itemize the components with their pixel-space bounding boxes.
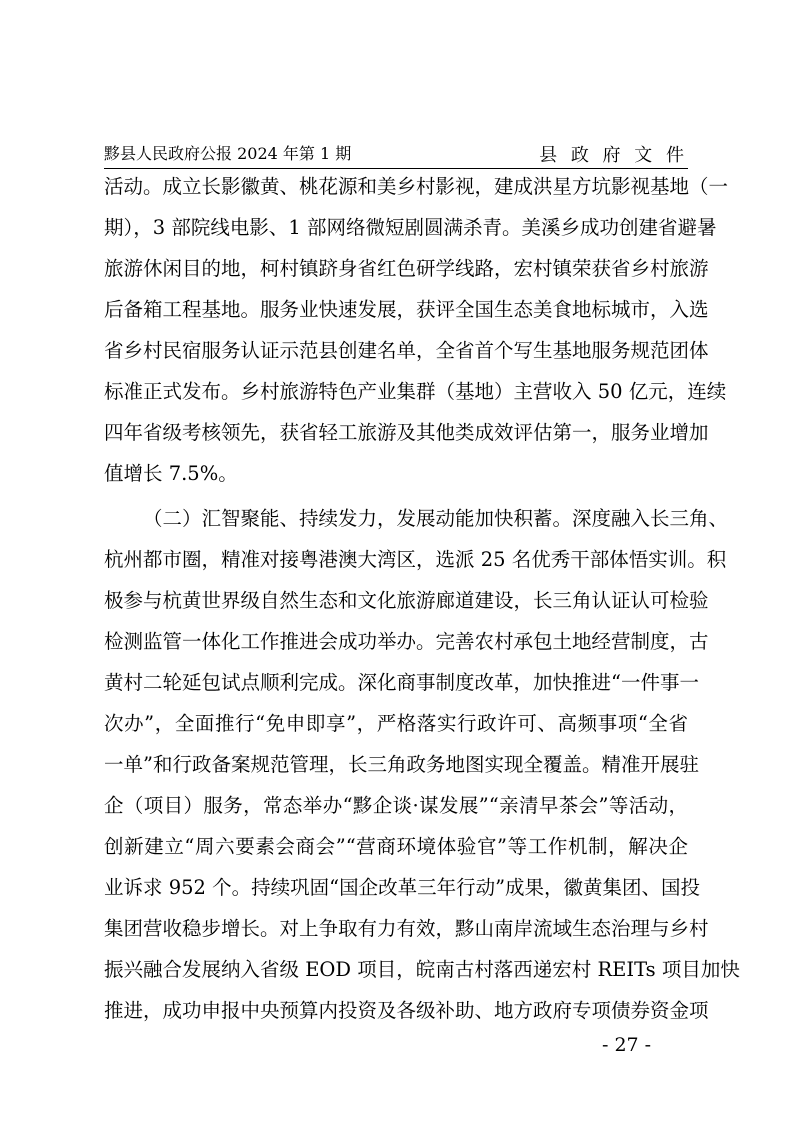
paragraph-line: 活动。成立长影徽黄、桃花源和美乡村影视，建成洪星方坑影视基地（一 [104, 175, 729, 198]
paragraph-line: 次办”，全面推行“免申即享”，严格落实行政许可、高频事项“全省 [104, 712, 688, 735]
paragraph-line: 后备箱工程基地。服务业快速发展，获评全国生态美食地标城市，入选 [104, 298, 709, 321]
paragraph-line: 旅游休闲目的地，柯村镇跻身省红色研学线路，宏村镇荣获省乡村旅游 [104, 257, 709, 280]
paragraph-line: 期），3 部院线电影、1 部网络微短剧圆满杀青。美溪乡成功创建省避暑 [104, 216, 717, 239]
page-header [104, 141, 688, 167]
paragraph-line: 值增长 7.5%。 [104, 462, 238, 485]
header-divider [104, 168, 688, 169]
section-heading-line: （二）汇智聚能、持续发力，发展动能加快积蓄。深度融入长三角、 [143, 507, 729, 530]
paragraph-line: 振兴融合发展纳入省级 EOD 项目，皖南古村落西递宏村 REITs 项目加快 [104, 958, 740, 981]
gazette-title: 黟县人民政府公报 2024 年第 1 期 [104, 144, 352, 163]
paragraph-line: 黄村二轮延包试点顺利完成。深化商事制度改革，加快推进“一件事一 [104, 671, 699, 694]
paragraph-line: 极参与杭黄世界级自然生态和文化旅游廊道建设，长三角认证认可检验 [104, 589, 709, 612]
paragraph-line: 标准正式发布。乡村旅游特色产业集群（基地）主营收入 50 亿元，连续 [104, 380, 727, 403]
section-label: 县 政 府 文 件 [539, 145, 688, 166]
paragraph-line: 四年省级考核领先，获省轻工旅游及其他类成效评估第一，服务业增加 [104, 421, 709, 444]
paragraph-line: 创新建立“周六要素会商会”“营商环境体验官”等工作机制，解决企 [104, 835, 688, 858]
page-number: - 27 - [602, 1034, 652, 1056]
paragraph-line: 一单”和行政备案规范管理，长三角政务地图实现全覆盖。精准开展驻 [104, 753, 699, 776]
paragraph-line: 企（项目）服务，常态举办“黟企谈·谋发展”“亲清早茶会”等活动， [104, 794, 688, 817]
paragraph-line: 推进，成功申报中央预算内投资及各级补助、地方政府专项债券资金项 [104, 999, 709, 1022]
paragraph-line: 省乡村民宿服务认证示范县创建名单，全省首个写生基地服务规范团体 [104, 339, 709, 362]
paragraph-line: 业诉求 952 个。持续巩固“国企改革三年行动”成果，徽黄集团、国投 [104, 876, 701, 899]
paragraph-line: 检测监管一体化工作推进会成功举办。完善农村承包土地经营制度，古 [104, 630, 709, 653]
paragraph-line: 集团营收稳步增长。对上争取有力有效，黟山南岸流域生态治理与乡村 [104, 917, 709, 940]
paragraph-line: 杭州都市圈，精准对接粤港澳大湾区，选派 25 名优秀干部体悟实训。积 [104, 548, 727, 571]
